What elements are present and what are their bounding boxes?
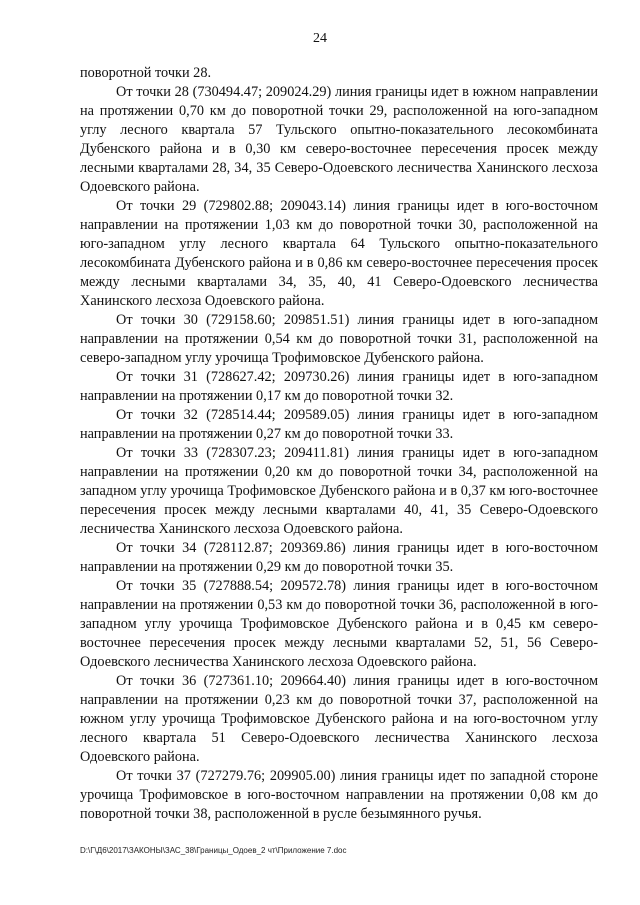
paragraph-point-33: От точки 33 (728307.23; 209411.81) линия границы идет в юго-западном направлении на протяжении 0,20 км до поворотной точки 34, расположенной на западном углу урочища Трофимовское Дубенского района и в 0,37 км юго-восточнее пересечения просек между лесными кварталами 40, 41, 35 Северо-Одоевского лесничества Ханинского лесхоза Одоевского района. <box>80 445 598 537</box>
paragraph-continuation: поворотной точки 28. <box>80 65 212 81</box>
paragraph-point-31: От точки 31 (728627.42; 209730.26) линия границы идет в юго-западном направлении на протяжении 0,17 км до поворотной точки 32. <box>80 369 598 404</box>
footer-file-path: D:\Г\Д6\2017\ЗАКОНЫ\ЗАС_38\Границы_Одоев_2 чт\Приложение 7.doc <box>80 846 347 855</box>
paragraph-point-34: От точки 34 (728112.87; 209369.86) линия границы идет в юго-восточном направлении на протяжении 0,29 км до поворотной точки 35. <box>80 540 598 575</box>
paragraph-point-37: От точки 37 (727279.76; 209905.00) линия границы идет по западной стороне урочища Трофимовское в юго-восточном направлении на протяжении 0,08 км до поворотной точки 38, расположенной в русле безымянного ручья. <box>80 768 598 822</box>
paragraph-point-32: От точки 32 (728514.44; 209589.05) линия границы идет в юго-западном направлении на протяжении 0,27 км до поворотной точки 33. <box>80 407 598 442</box>
paragraph-point-35: От точки 35 (727888.54; 209572.78) линия границы идет в юго-восточном направлении на протяжении 0,53 км до поворотной точки 36, расположенной в юго-западном углу урочища Трофимовское Дубенского района и в 0,45 км северо-восточнее пересечения просек между лесными кварталами 52, 51, 56 Северо-Одоевского лесничества Ханинского лесхоза Одоевского района. <box>80 578 598 670</box>
document-body <box>80 64 598 824</box>
paragraph-point-28: От точки 28 (730494.47; 209024.29) линия границы идет в южном направлении на протяжении 0,70 км до поворотной точки 29, расположенной на юго-западном углу лесного квартала 57 Тульского опытно-показательного лесокомбината Дубенского района и в 0,30 км северо-восточнее пересечения просек между лесными кварталами 28, 34, 35 Северо-Одоевского лесничества Ханинского лесхоза Одоевского района. <box>80 84 598 195</box>
paragraph-point-30: От точки 30 (729158.60; 209851.51) линия границы идет в юго-западном направлении на протяжении 0,54 км до поворотной точки 31, расположенной на северо-западном углу урочища Трофимовское Дубенского района. <box>80 312 598 366</box>
paragraph-point-29: От точки 29 (729802.88; 209043.14) линия границы идет в юго-восточном направлении на протяжении 1,03 км до поворотной точки 30, расположенной на юго-западном углу лесного квартала 64 Тульского опытно-показательного лесокомбината Дубенского района и в 0,86 км северо-восточнее пересечения просек между лесными кварталами 34, 35, 40, 41 Северо-Одоевского лесничества Ханинского лесхоза Одоевского района. <box>80 198 598 309</box>
paragraph-point-36: От точки 36 (727361.10; 209664.40) линия границы идет в юго-восточном направлении на протяжении 0,23 км до поворотной точки 37, расположенной на южном углу урочища Трофимовское Дубенского района и на юго-восточном углу лесного квартала 51 Северо-Одоевского лесничества Ханинского лесхоза Одоевского района. <box>80 673 598 765</box>
page-number: 24 <box>313 31 327 46</box>
